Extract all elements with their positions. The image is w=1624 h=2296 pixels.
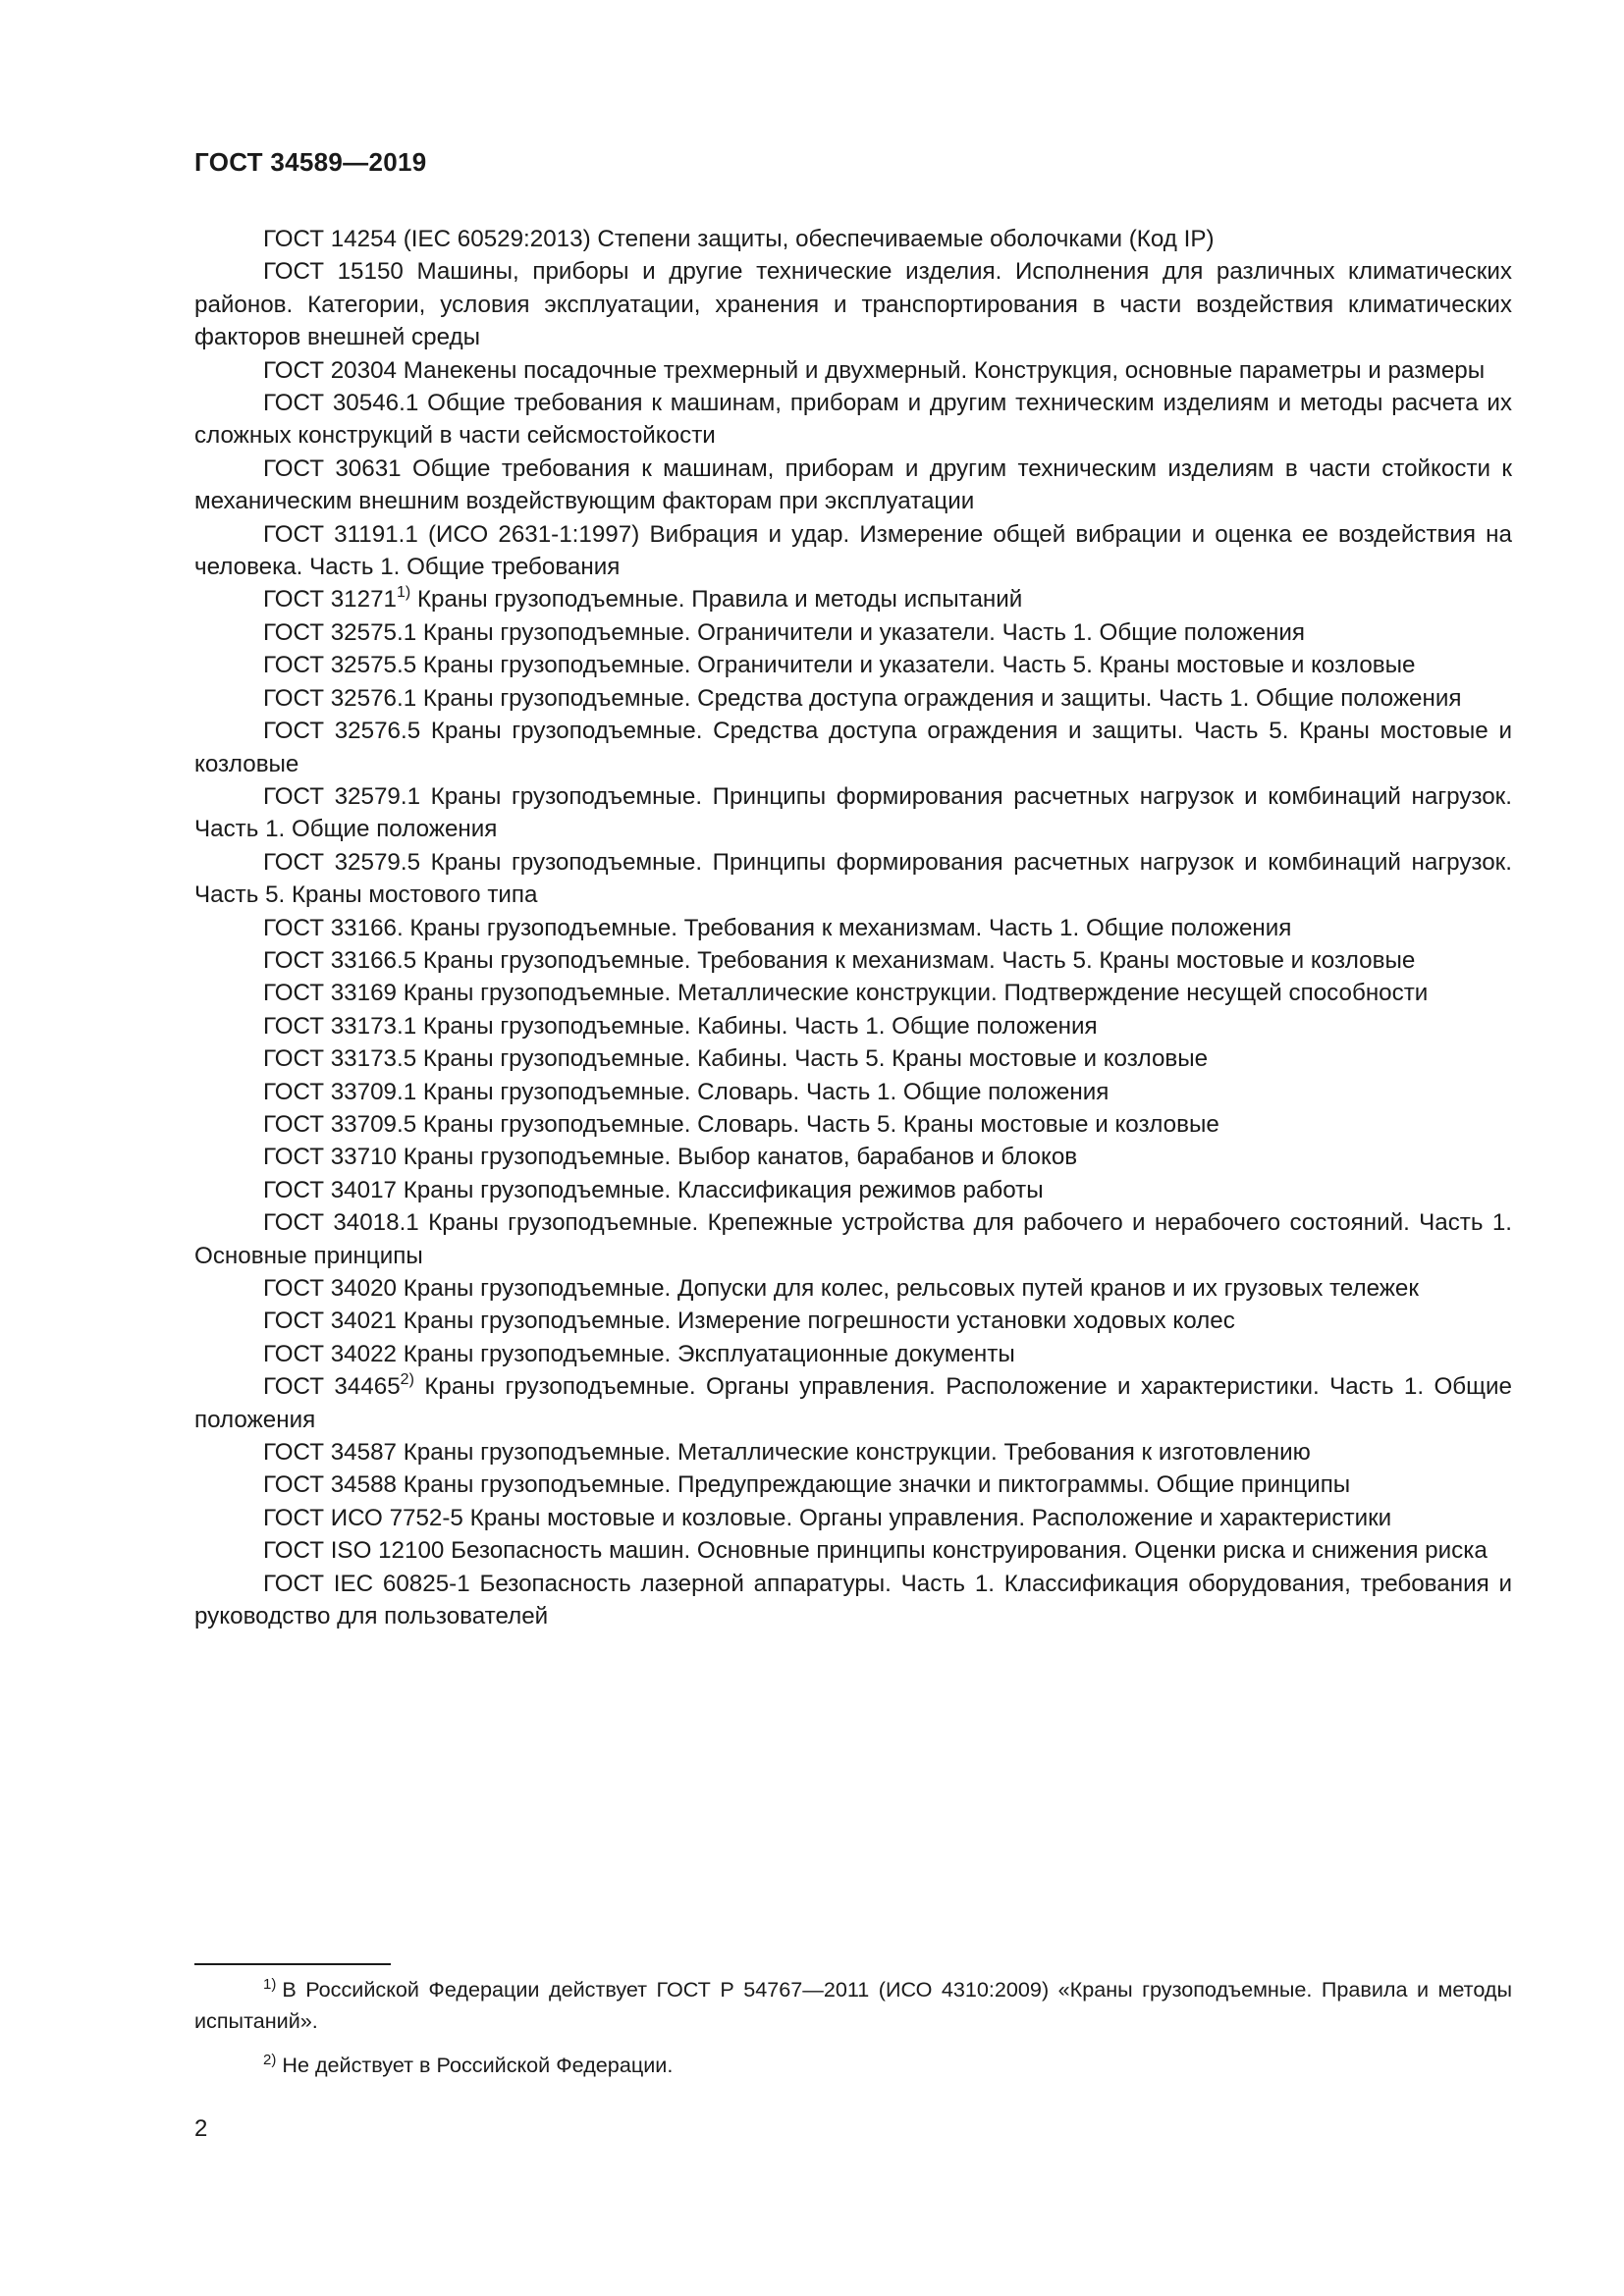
reference-item (194, 1076, 1512, 1108)
footnote-separator (194, 1963, 391, 1965)
reference-code: ГОСТ 32579.5 (263, 848, 421, 876)
footnotes (194, 1975, 1512, 2098)
footnote-reference-2: 2) (400, 1371, 414, 1389)
reference-title: Безопасность лазерной аппаратуры. Часть 1. Классификация оборудования, требования и руководство для пользователей (194, 1570, 1512, 1630)
reference-item (194, 1468, 1512, 1501)
reference-code: ГОСТ 33709.1 (263, 1078, 417, 1105)
reference-code: ГОСТ 34022 (263, 1340, 397, 1367)
footnote-mark: 1) (263, 1976, 277, 1993)
reference-item (194, 453, 1512, 518)
reference-item (194, 616, 1512, 649)
footnote-1 (194, 1975, 1512, 2035)
footnote-text: В Российской Федерации действует ГОСТ Р 54767—2011 (ИСО 4310:2009) «Краны грузоподъемные. Правила и методы испытаний». (194, 1977, 1512, 2033)
reference-item (194, 1568, 1512, 1633)
reference-code: ГОСТ 34587 (263, 1439, 397, 1467)
reference-code: ГОСТ 33709.5 (263, 1110, 417, 1138)
page-number: 2 (194, 2115, 208, 2142)
reference-code: ГОСТ 32579.1 (263, 782, 421, 810)
reference-code: ГОСТ 33166. (263, 914, 404, 941)
reference-item (194, 682, 1512, 715)
reference-item (194, 780, 1512, 846)
reference-title: Краны грузоподъемные. Средства доступа ограждения и защиты. Часть 5. Краны мостовые и козловые (194, 718, 1512, 777)
reference-title: Манекены посадочные трехмерный и двухмерный. Конструкция, основные параметры и размеры (396, 356, 1486, 384)
reference-item (194, 649, 1512, 681)
reference-code: ГОСТ 32575.1 (263, 618, 417, 646)
reference-item (194, 354, 1512, 387)
reference-item (194, 1206, 1512, 1272)
reference-code: ГОСТ 31271 (263, 586, 397, 614)
reference-item (194, 1010, 1512, 1042)
reference-code: ГОСТ 33173.1 (263, 1012, 417, 1040)
reference-item (194, 223, 1512, 255)
reference-title: Вибрация и удар. Измерение общей вибрации и оценка ее воздействия на человека. Часть 1. Общие требования (194, 520, 1512, 581)
reference-title: Краны грузоподъемные. Металлические конструкции. Требования к изготовлению (396, 1439, 1311, 1467)
reference-title: Краны грузоподъемные. Предупреждающие значки и пиктограммы. Общие принципы (396, 1471, 1351, 1499)
reference-item (194, 1338, 1512, 1370)
reference-title: Краны грузоподъемные. Принципы формирования расчетных нагрузок и комбинаций нагрузок. Часть 1. Общие положения (194, 782, 1512, 843)
reference-item (194, 944, 1512, 977)
reference-title: Краны грузоподъемные. Принципы формирования расчетных нагрузок и комбинаций нагрузок. Часть 5. Краны мостового типа (194, 848, 1512, 909)
reference-code: ГОСТ 34017 (263, 1176, 397, 1203)
reference-code: ГОСТ ISO 12100 (263, 1537, 445, 1565)
reference-code: ГОСТ 34020 (263, 1275, 397, 1302)
reference-title: Краны грузоподъемные. Кабины. Часть 1. Общие положения (416, 1012, 1098, 1040)
reference-title: Краны грузоподъемные. Металлические конструкции. Подтверждение несущей способности (396, 980, 1429, 1007)
reference-title: Степени защиты, обеспечиваемые оболочками (Код IP) (590, 226, 1215, 252)
reference-item (194, 1534, 1512, 1567)
reference-code: ГОСТ ИСО 7752-5 (263, 1504, 463, 1531)
reference-item (194, 846, 1512, 912)
reference-code: ГОСТ 32576.5 (263, 718, 421, 745)
reference-code: ГОСТ 33169 (263, 980, 397, 1007)
normative-references-list (194, 223, 1512, 1632)
reference-code: ГОСТ 14254 (IEC 60529:2013) (263, 226, 591, 252)
reference-title: Краны грузоподъемные. Выбор канатов, барабанов и блоков (396, 1144, 1078, 1171)
reference-item (194, 1305, 1512, 1337)
reference-item (194, 912, 1512, 944)
reference-code: ГОСТ 32576.1 (263, 684, 417, 712)
reference-title: Краны грузоподъемные. Ограничители и указатели. Часть 1. Общие положения (416, 618, 1305, 646)
reference-code: ГОСТ 33710 (263, 1144, 397, 1171)
reference-title: Краны грузоподъемные. Кабины. Часть 5. Краны мостовые и козловые (416, 1045, 1209, 1073)
reference-code: ГОСТ 33166.5 (263, 946, 417, 974)
reference-title: Общие требования к машинам, приборам и другим техническим изделиям в части стойкости к механическим внешним воздействующим факторам при эксплуатации (194, 454, 1512, 515)
reference-code: ГОСТ 34018.1 (263, 1209, 419, 1237)
reference-title: Краны мостовые и козловые. Органы управления. Расположение и характеристики (462, 1504, 1392, 1531)
footnote-text: Не действует в Российской Федерации. (282, 2053, 674, 2077)
reference-title: Краны грузоподъемные. Допуски для колес, рельсовых путей кранов и их грузовых тележек (396, 1275, 1419, 1302)
reference-code: ГОСТ 34588 (263, 1471, 397, 1499)
reference-code: ГОСТ 20304 (263, 356, 397, 384)
reference-item (194, 583, 1512, 615)
reference-item (194, 977, 1512, 1009)
reference-item (194, 518, 1512, 584)
reference-code: ГОСТ 15150 (263, 258, 404, 286)
reference-item (194, 1436, 1512, 1468)
reference-title: Краны грузоподъемные. Эксплуатационные документы (396, 1340, 1015, 1367)
reference-code: ГОСТ 30546.1 (263, 390, 419, 417)
reference-title: Краны грузоподъемные. Органы управления. Расположение и характеристики. Часть 1. Общие положения (194, 1373, 1512, 1433)
reference-title: Краны грузоподъемные. Требования к механизмам. Часть 5. Краны мостовые и козловые (416, 946, 1416, 974)
reference-item (194, 1108, 1512, 1141)
reference-title: Краны грузоподъемные. Словарь. Часть 5. Краны мостовые и козловые (416, 1110, 1219, 1138)
reference-item (194, 1141, 1512, 1173)
footnote-mark: 2) (263, 2052, 277, 2068)
reference-code: ГОСТ IEC 60825-1 (263, 1570, 470, 1597)
reference-code: ГОСТ 31191.1 (ИСО 2631-1:1997) (263, 520, 640, 548)
reference-title: Краны грузоподъемные. Словарь. Часть 1. Общие положения (416, 1078, 1110, 1105)
reference-item (194, 387, 1512, 453)
reference-code: ГОСТ 33173.5 (263, 1045, 417, 1073)
reference-title: Безопасность машин. Основные принципы конструирования. Оценки риска и снижения риска (444, 1537, 1488, 1565)
footnote-reference-1: 1) (396, 584, 411, 602)
reference-title: Краны грузоподъемные. Ограничители и указатели. Часть 5. Краны мостовые и козловые (416, 652, 1416, 679)
document-header: ГОСТ 34589—2019 (194, 147, 427, 177)
reference-title: Краны грузоподъемные. Классификация режимов работы (396, 1176, 1044, 1203)
reference-code: ГОСТ 32575.5 (263, 652, 417, 679)
reference-title: Краны грузоподъемные. Средства доступа ограждения и защиты. Часть 1. Общие положения (416, 684, 1462, 712)
reference-title: Краны грузоподъемные. Правила и методы испытаний (410, 586, 1023, 614)
reference-code: ГОСТ 30631 (263, 454, 402, 482)
reference-code: ГОСТ 34465 (263, 1373, 401, 1401)
reference-title: Краны грузоподъемные. Требования к механизмам. Часть 1. Общие положения (403, 914, 1292, 941)
reference-item (194, 255, 1512, 353)
reference-title: Общие требования к машинам, приборам и другим техническим изделиям и методы расчета их сложных конструкций в части сейсмостойкости (194, 390, 1512, 450)
reference-title: Машины, приборы и другие технические изделия. Исполнения для различных климатических районов. Категории, условия эксплуатации, хранения и транспортирования в части воздействия климатических факторов внешней среды (194, 258, 1512, 351)
reference-item (194, 715, 1512, 780)
footnote-2 (194, 2051, 1512, 2082)
reference-item (194, 1042, 1512, 1075)
reference-code: ГОСТ 34021 (263, 1308, 397, 1335)
reference-item (194, 1174, 1512, 1206)
reference-title: Краны грузоподъемные. Крепежные устройства для рабочего и нерабочего состояний. Часть 1. Основные принципы (194, 1209, 1512, 1269)
reference-item (194, 1502, 1512, 1534)
reference-title: Краны грузоподъемные. Измерение погрешности установки ходовых колес (396, 1308, 1235, 1335)
reference-item (194, 1272, 1512, 1305)
reference-item (194, 1370, 1512, 1436)
